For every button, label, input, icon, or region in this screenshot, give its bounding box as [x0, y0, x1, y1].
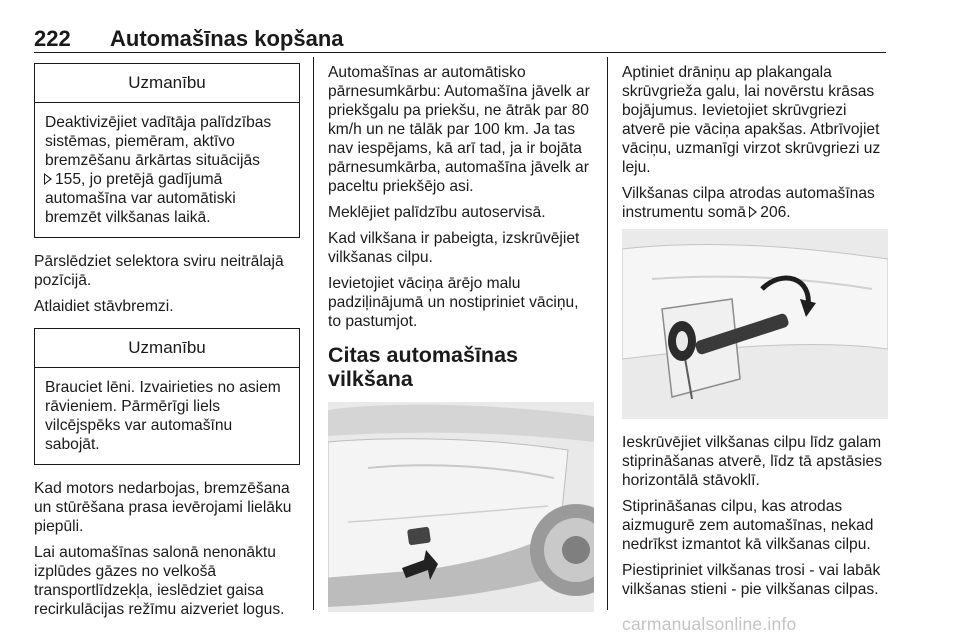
paragraph: Lai automašīnas salonā nenonāktu izplūdes gāzes no velkošā transportlīdzekļa, ieslēdziet gaisa recirkulācijas režīmu aizveriet logus.	[34, 544, 285, 618]
column-1	[34, 63, 300, 626]
tow-eye-installation-illustration	[622, 229, 888, 419]
paragraph	[622, 184, 888, 222]
header-divider	[34, 52, 886, 53]
caution-box-2	[34, 328, 300, 465]
column-2	[328, 63, 592, 612]
paragraph-text: Vilkšanas cilpa atrodas automašīnas instrumentu somā	[622, 185, 875, 221]
page-reference[interactable]: 155, jo pretējā gadījumā automašīna var automātiski bremzēt vilkšanas laikā.	[45, 171, 236, 226]
paragraph: Pārslēdziet selektora sviru neitrālajā pozīcijā.	[34, 253, 284, 289]
tow-eye-image	[622, 229, 888, 419]
paragraph: Piestipriniet vilkšanas trosi - vai labāk vilkšanas stieni - pie vilkšanas cilpas.	[622, 562, 881, 598]
caution-body	[35, 103, 299, 237]
caution-title: Uzmanību	[35, 64, 299, 103]
paragraph: Automašīnas ar automātisko pārnesumkārbu: Automašīna jāvelk ar priekšgalu pa priekšu, ne ātrāk par 80 km/h un ne tālāk par 100 km. Ja tas nav iespējams, kā arī tad, ja ir bojāta pārnesumkārba, automašīna jāvelk ar paceltu priekšējo asi.	[328, 64, 590, 195]
caution-box-1	[34, 63, 300, 238]
reference-arrow-icon	[750, 207, 757, 217]
page-title: Automašīnas kopšana	[110, 26, 344, 51]
paragraph: Atlaidiet stāvbremzi.	[34, 298, 174, 315]
column-3	[622, 63, 888, 606]
page-number: 222	[34, 26, 71, 51]
caution-title: Uzmanību	[35, 329, 299, 368]
rear-tow-eye-cover-illustration	[328, 402, 594, 612]
caution-body: Brauciet lēni. Izvairieties no asiem rāvieniem. Pārmērīgi liels vilcējspēks var automašīnu sabojāt.	[45, 379, 281, 453]
reference-arrow-icon	[45, 174, 52, 184]
car-rear-bumper-image	[328, 402, 594, 612]
watermark: carmanualsonline.info	[622, 614, 797, 634]
paragraph: Aptiniet drāniņu ap plakangala skrūvgrieža galu, lai novērstu krāsas bojājumus. Ievietojiet skrūvgriezi atverē pie vāciņa apakšas. Atbrīvojiet vāciņu, uzmanīgi virzot skrūvgriezi uz leju.	[622, 64, 881, 176]
paragraph: Ieskrūvējiet vilkšanas cilpu līdz galam stiprināšanas atverē, līdz tā apstāsies horizontālā stāvoklī.	[622, 434, 883, 489]
column-divider-1	[313, 57, 314, 610]
paragraph: Kad motors nedarbojas, bremzēšana un stūrēšana prasa ievērojami lielāku piepūli.	[34, 480, 292, 535]
page-header	[34, 26, 886, 52]
paragraph: Kad vilkšana ir pabeigta, izskrūvējiet vilkšanas cilpu.	[328, 230, 580, 266]
paragraph: Ievietojiet vāciņa ārējo malu padziļinājumā un nostipriniet vāciņu, to pastumjot.	[328, 275, 579, 330]
page-reference[interactable]: 206.	[760, 204, 791, 221]
section-heading: Citas automašīnas vilkšana	[328, 343, 518, 391]
caution-text: Deaktivizējiet vadītāja palīdzības sistēmas, piemēram, aktīvo bremzēšanu ārkārtas situācijās	[45, 114, 272, 169]
paragraph: Stiprināšanas cilpu, kas atrodas aizmugurē zem automašīnas, nekad nedrīkst izmantot kā vilkšanas cilpu.	[622, 498, 874, 553]
paragraph: Meklējiet palīdzību autoservisā.	[328, 204, 546, 221]
column-divider-2	[607, 57, 608, 610]
